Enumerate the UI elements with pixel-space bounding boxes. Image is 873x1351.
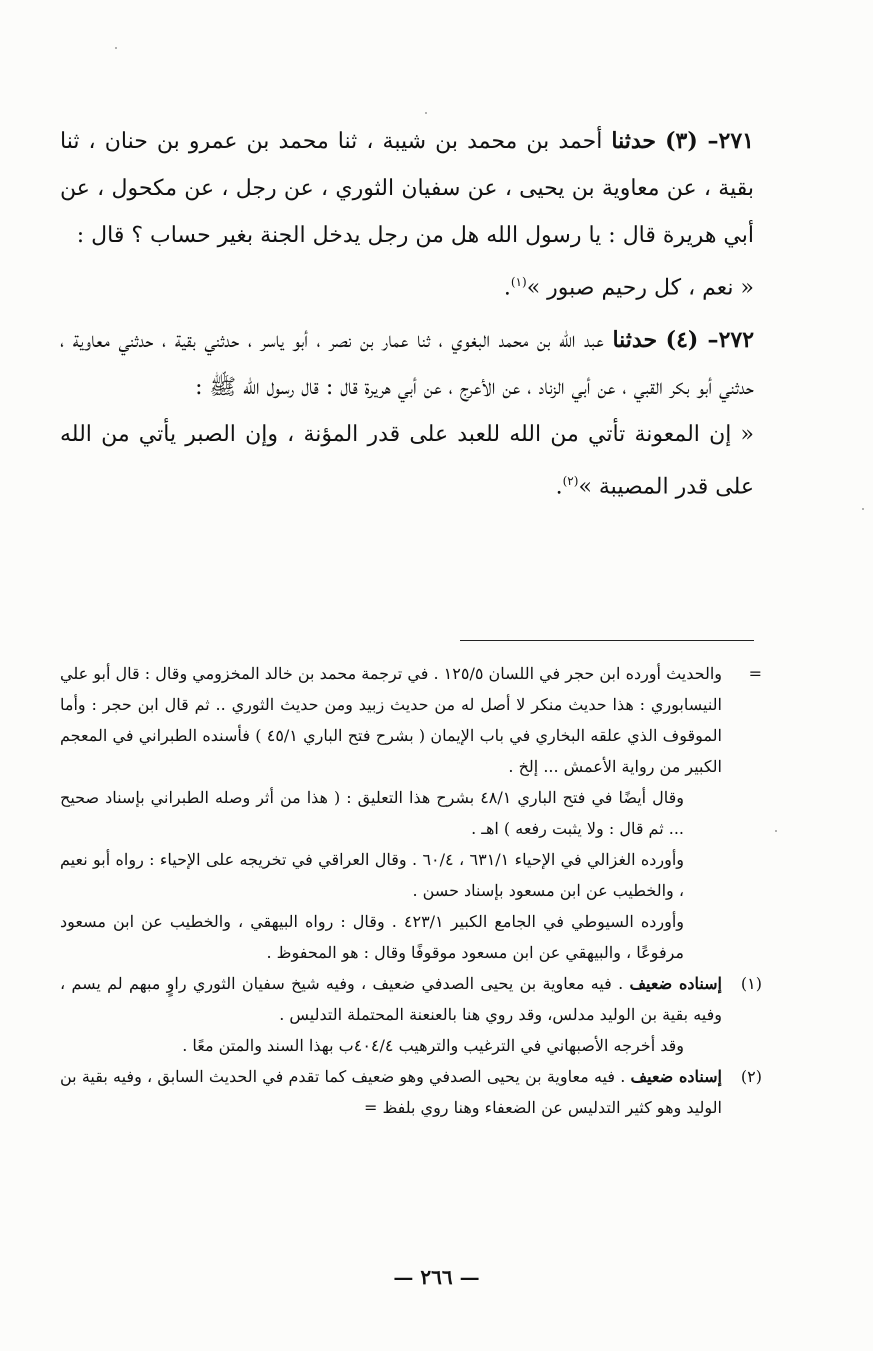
note-paragraph: والحديث أورده ابن حجر في اللسان ١٢٥/٥ . في ترجمة محمد بن خالد المخزومي وقال : قال أبو علي النيسابوري : هذا حديث منكر لا أصل له من حديث زبيد ومن حديث الثوري .. ثم قال ابن حجر : وأما الموقوف الذي علقه البخاري في باب الإيمان ( بشرح فتح الباري ٤٥/١ ) فأسنده الطبراني في المعجم الكبير من رواية الأعمش ... إلخ . [60, 664, 723, 776]
continuation-mark: = [363, 1098, 378, 1117]
main-text [60, 118, 754, 511]
hadith-matn: « إن المعونة تأتي من الله للعبد على قدر المؤنة ، وإن الصبر يأتي من الله على قدر المصيبة »$^{(٢)}$. [60, 422, 754, 500]
hadith-number: ٢٧٢ [718, 327, 755, 354]
note-paragraph: وأورده الغزالي في الإحياء ٦٣١/١ ، ٦٠/٤ . وقال العراقي في تخريجه على الإحياء : رواه أبو نعيم ، والخطيب عن ابن مسعود بإسناد حسن . [60, 850, 685, 900]
footnote-continuation [60, 658, 760, 968]
note-paragraph [60, 1061, 722, 1123]
hadith-matn-text: « نعم ، كل رحيم صبور » [526, 275, 754, 301]
scan-speck [775, 830, 777, 832]
note-paragraph: وأورده السيوطي في الجامع الكبير ٤٢٣/١ . وقال : رواه البيهقي ، والخطيب عن ابن مسعود مرفوعًا ، والبيهقي عن ابن مسعود موقوفًا وقال : هو المحفوظ . [60, 912, 685, 962]
scan-speck [425, 112, 427, 114]
note-paragraph [60, 968, 722, 1030]
hadith-matn: « نعم ، كل رحيم صبور »$^{(١)}$. [503, 275, 754, 301]
hadith-271 [60, 118, 754, 311]
note-paragraph: وقد أخرجه الأصبهاني في الترغيب والترهيب ٤٠٤/٤ب بهذا السند والمتن معًا . [182, 1036, 684, 1055]
hadith-sub-number: (٤) [665, 327, 699, 354]
footnote-ref: (٢) [562, 474, 579, 489]
scan-speck [862, 508, 864, 510]
footnote-mark: (٢) [740, 1067, 762, 1086]
hadith-lead-word: حدثنا [611, 128, 657, 154]
hadith-matn-text: « إن المعونة تأتي من الله للعبد على قدر المؤنة ، وإن الصبر يأتي من الله على قدر المصيبة » [60, 422, 754, 500]
footnote-2 [60, 1061, 760, 1123]
page-number: — ٢٦٦ — [393, 1265, 480, 1289]
hadith-isnad: ٢٧١– (٣) حدثنا أحمد بن محمد بن شيبة ، ثنا محمد بن عمرو بن حنان ، ثنا بقية ، عن معاوية بن يحيى ، عن سفيان الثوري ، عن رجل ، عن مكحول ، عن أبي هريرة قال : يا رسول الله هل من رجل يدخل الجنة بغير حساب ؟ قال : [60, 128, 754, 248]
continuation-mark: = [748, 664, 762, 683]
footnotes [60, 658, 760, 1123]
hadith-sub-number: (٣) [665, 128, 698, 154]
footnote-text: . فيه معاوية بن يحيى الصدفي ضعيف ، وفيه شيخ سفيان الثوري راوٍ مبهم لم يسم ، وفيه بقية بن الوليد مدلس، وقد روي هنا بالعنعنة المحتملة التدليس . [60, 974, 722, 1024]
grading: إسناده ضعيف [629, 974, 723, 993]
hadith-isnad-text: عبد الله بن محمد البغوي ، ثنا عمار بن نصر ، أبو ياسر ، حدثني بقية ، حدثني معاوية ، حدثني أبو بكر القبي ، عن أبي الزناد ، عن الأعرج ، عن أبي هريرة قال : قال رسول الله ﷺ : [60, 328, 754, 401]
hadith-272 [60, 317, 754, 510]
footnote-separator [460, 640, 754, 641]
scan-speck [115, 47, 117, 49]
note-paragraph: وقال أيضًا في فتح الباري ٤٨/١ بشرح هذا التعليق : ( هذا من أثر وصله الطبراني بإسناد صحيح ... ثم قال : ولا يثبت رفعه ) اهـ . [60, 788, 685, 838]
hadith-isnad-text: أحمد بن محمد بن شيبة ، ثنا محمد بن عمرو بن حنان ، ثنا بقية ، عن معاوية بن يحيى ، عن سفيان الثوري ، عن رجل ، عن مكحول ، عن أبي هريرة قال : يا رسول الله هل من رجل يدخل الجنة بغير حساب ؟ قال : [60, 129, 754, 248]
hadith-number: ٢٧١ [718, 128, 754, 154]
footnote-mark: (١) [740, 974, 762, 993]
footnote-1 [60, 968, 760, 1061]
hadith-lead-word: حدثنا [612, 327, 658, 354]
footnote-ref: (١) [510, 275, 527, 289]
hadith-isnad: ٢٧٢– (٤) حدثنا عبد الله بن محمد البغوي ، ثنا عمار بن نصر ، أبو ياسر ، حدثني بقية ، حدثني معاوية ، حدثني أبو بكر القبي ، عن أبي الزناد ، عن الأعرج ، عن أبي هريرة قال : قال رسول الله ﷺ : [60, 327, 755, 401]
footnote-text: . فيه معاوية بن يحيى الصدفي وهو ضعيف كما تقدم في الحديث السابق ، وفيه بقية بن الوليد وهو كثير التدليس عن الضعفاء وهنا روي بلفظ [60, 1067, 722, 1117]
grading: إسناده ضعيف [630, 1067, 723, 1086]
